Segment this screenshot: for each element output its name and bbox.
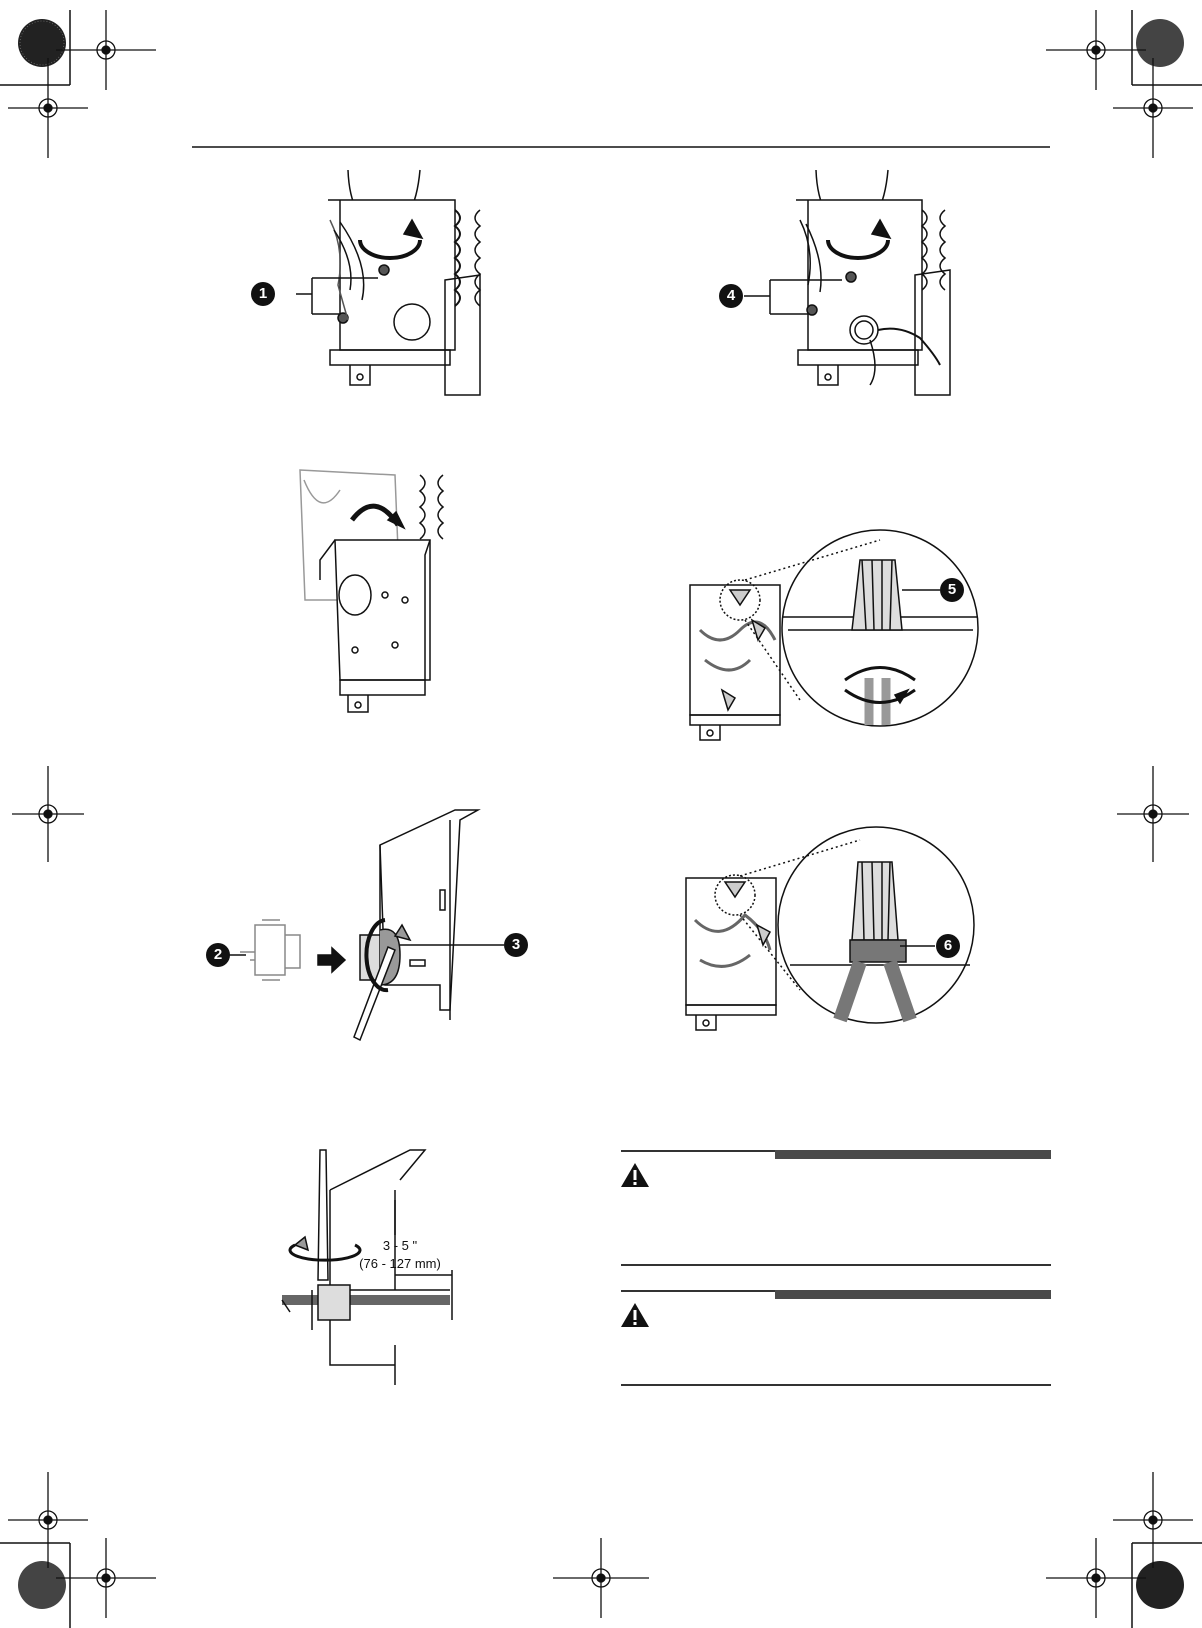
warning-footer-rule-2 (621, 1384, 1051, 1386)
dimension-metric: (76 - 127 mm) (359, 1256, 441, 1271)
callout-3: 3 (504, 933, 528, 957)
warning-footer-rule-1 (621, 1264, 1051, 1266)
warning-header-bar-1 (621, 1150, 1051, 1160)
callout-5: 5 (940, 578, 964, 602)
dimension-imperial: 3 - 5 " (382, 1238, 418, 1253)
callout-6: 6 (936, 934, 960, 958)
warning-header-bar-2 (621, 1290, 1051, 1300)
warning-triangle-icon (620, 1162, 650, 1188)
callout-2: 2 (206, 943, 230, 967)
warning-triangle-icon (620, 1302, 650, 1328)
callout-4: 4 (719, 284, 743, 308)
callout-1: 1 (251, 282, 275, 306)
